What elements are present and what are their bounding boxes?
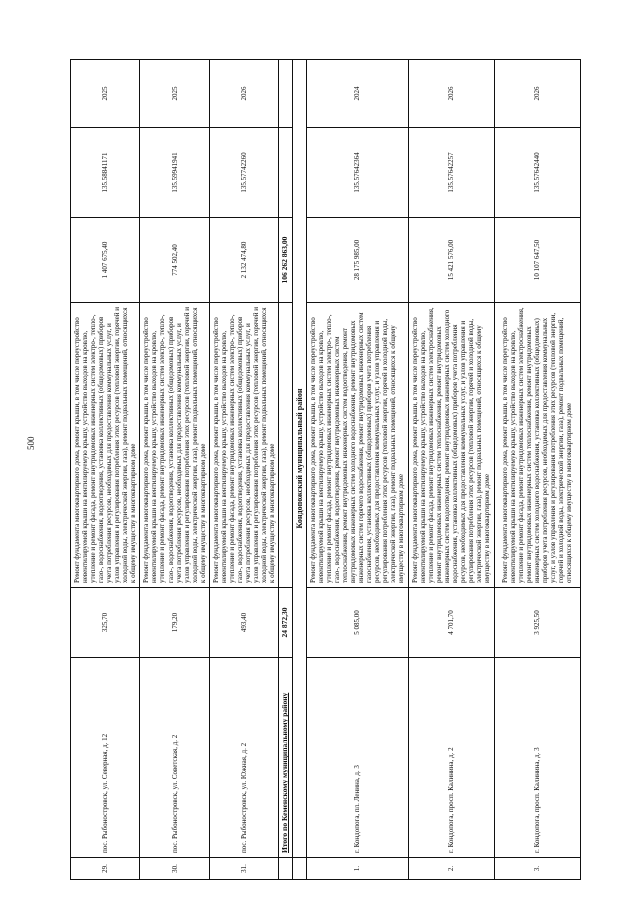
empty-cell: [292, 858, 306, 880]
district-section-row: [292, 60, 306, 880]
works-list: Ремонт фундамента многоквартирного дома, ремонт крыши, в том числе переустройство невентилируемой крыши на вентилируемую крышу, устройство выходов на кровлю, утепление и ремонт фасада, ремонт внутридомовых инженерных систем электро-, тепло-, газо-, водоснабжения, водоотведения, ремонт внутридомовых инженерных систем теплоснабжения, ремонт внутридомовых инженерных систем водоотведения, ремонт внутридомовых инженерных систем холодного водоснабжения, ремонт внутридомовых инженерных систем горячего водоснабжения, ремонт внутридомовых инженерных систем газоснабжения, установка коллективных (общедомовых) приборов учета потребления ресурсов, необходимых для предоставления коммунальных услуг, и узлов управления и регулирования потребления этих ресурсов (тепловой энергии, горячей и холодной воды, электрической энергии, газа), ремонт подвальных помещений, относящихся к общему имуществу в многоквартирном доме: [306, 303, 408, 588]
house-address: г. Кондопога, просп. Калинина, д. 2: [408, 658, 494, 858]
works-cost: 1 407 675,40: [71, 218, 140, 303]
row-number: 2.: [408, 858, 494, 880]
works-list: Ремонт фундамента многоквартирного дома, ремонт крыши, в том числе переустройство невентилируемой крыши на вентилируемую крышу, устройство выходов на кровлю, утепление и ремонт фасада, ремонт внутридомовых инженерных систем электроснабжения, ремонт внутридомовых инженерных систем теплоснабжения, ремонт внутридомовых инженерных систем холодного водоснабжения, установка коллективных (общедомовых) приборов учета потребления ресурсов, необходимых для предоставления коммунальных услуг, и узлов управления и регулирования потребления этих ресурсов (тепловой энергии, горячей и холодной воды, электрической энергии, газа), ремонт подвальных помещений, относящихся к общему имуществу в многоквартирном доме: [494, 303, 580, 588]
house-area: 493,40: [209, 588, 278, 658]
house-address: пос. Рыбоностровск, ул. Южная, д. 2: [209, 658, 278, 858]
table-row: [140, 60, 209, 880]
table-row: [306, 60, 408, 880]
planned-year: 2025: [140, 60, 209, 128]
house-code: 135.57642440: [494, 128, 580, 218]
house-area: 325,70: [71, 588, 140, 658]
house-code: 135.57642364: [306, 128, 408, 218]
planned-year: 2026: [209, 60, 278, 128]
planned-year: 2025: [71, 60, 140, 128]
house-area: 3 925,50: [494, 588, 580, 658]
rotated-page-content: [70, 60, 574, 880]
table-row: [209, 60, 278, 880]
house-address: г. Кондопога, пл. Ленина, д. 3: [306, 658, 408, 858]
house-area: 4 701,70: [408, 588, 494, 658]
table-row: [494, 60, 580, 880]
empty-cell: [279, 60, 293, 128]
house-area: 179,20: [140, 588, 209, 658]
house-address: пос. Рыбоностровск, ул. Северная, д. 12: [71, 658, 140, 858]
house-code: 135.59941941: [140, 128, 209, 218]
empty-cell: [279, 858, 293, 880]
works-list: Ремонт фундамента многоквартирного дома, ремонт крыши, в том числе переустройство невентилируемой крыши на вентилируемую крышу, устройство выходов на кровлю, утепление и ремонт фасада, ремонт внутридомовых инженерных систем электроснабжения, ремонт внутридомовых инженерных систем теплоснабжения, ремонт внутридомовых инженерных систем водоотведения, ремонт внутридомовых инженерных систем холодного водоснабжения, установка коллективных (общедомовых) приборов учета потребления ресурсов, необходимых для предоставления коммунальных услуг, и узлов управления и регулирования потребления этих ресурсов (тепловой энергии, горячей и холодной воды, электрической энергии, газа), ремонт подвальных помещений, относящихся к общему имуществу в многоквартирном доме: [408, 303, 494, 588]
works-list: Ремонт фундамента многоквартирного дома, ремонт крыши, в том числе переустройство невентилируемой крыши на вентилируемую крышу, устройство выходов на кровлю, утепление и ремонт фасада, ремонт внутридомовых инженерных систем электро-, тепло-, газо-, водоснабжения, водоотведения, установка коллективных (общедомовых) приборов учета потребления ресурсов, необходимых для предоставления коммунальных услуг, и узлов управления и регулирования потребления этих ресурсов (тепловой энергии, горячей и холодной воды, электрической энергии, газа), ремонт подвальных помещений, относящихся к общему имуществу в многоквартирном доме: [71, 303, 140, 588]
page-number: 500: [26, 436, 36, 450]
district-total-area: 24 872,30: [279, 588, 293, 658]
empty-cell: [279, 128, 293, 218]
works-list: Ремонт фундамента многоквартирного дома, ремонт крыши, в том числе переустройство невентилируемой крыши на вентилируемую крышу, устройство выходов на кровлю, утепление и ремонт фасада, ремонт внутридомовых инженерных систем электро-, тепло-, газо-, водоснабжения, водоотведения, установка коллективных (общедомовых) приборов учета потребления ресурсов, необходимых для предоставления коммунальных услуг, и узлов управления и регулирования потребления этих ресурсов (тепловой энергии, горячей и холодной воды, электрической энергии, газа), ремонт подвальных помещений, относящихся к общему имуществу в многоквартирном доме: [209, 303, 278, 588]
house-code: 135.57742260: [209, 128, 278, 218]
empty-cell: [279, 303, 293, 588]
district-total-label: Итого по Кеменскому муниципальному району: [279, 658, 293, 858]
house-address: пос. Рыбоностровск, ул. Советская, д. 2: [140, 658, 209, 858]
program-table: [70, 59, 581, 880]
house-code: 135.58841171: [71, 128, 140, 218]
district-total-row: [279, 60, 293, 880]
row-number: 30.: [140, 858, 209, 880]
house-area: 5 085,00: [306, 588, 408, 658]
works-cost: 28 175 985,00: [306, 218, 408, 303]
row-number: 29.: [71, 858, 140, 880]
house-code: 135.57642257: [408, 128, 494, 218]
district-section-title: Кондопожский муниципальный район: [292, 60, 306, 858]
row-number: 1.: [306, 858, 408, 880]
house-address: г. Кондопога, просп. Калинина, д. 3: [494, 658, 580, 858]
planned-year: 2026: [494, 60, 580, 128]
row-number: 3.: [494, 858, 580, 880]
row-number: 31.: [209, 858, 278, 880]
planned-year: 2026: [408, 60, 494, 128]
planned-year: 2024: [306, 60, 408, 128]
table-row: [408, 60, 494, 880]
works-cost: 15 421 576,00: [408, 218, 494, 303]
works-cost: 10 107 647,50: [494, 218, 580, 303]
district-total-cost: 106 262 863,00: [279, 218, 293, 303]
table-row: [71, 60, 140, 880]
works-list: Ремонт фундамента многоквартирного дома, ремонт крыши, в том числе переустройство невентилируемой крыши на вентилируемую крышу, устройство выходов на кровлю, утепление и ремонт фасада, ремонт внутридомовых инженерных систем электро-, тепло-, газо-, водоснабжения, водоотведения, установка коллективных (общедомовых) приборов учета потребления ресурсов, необходимых для предоставления коммунальных услуг, и узлов управления и регулирования потребления этих ресурсов (тепловой энергии, горячей и холодной воды, электрической энергии, газа), ремонт подвальных помещений, относящихся к общему имуществу в многоквартирном доме: [140, 303, 209, 588]
works-cost: 774 502,40: [140, 218, 209, 303]
works-cost: 2 132 474,80: [209, 218, 278, 303]
